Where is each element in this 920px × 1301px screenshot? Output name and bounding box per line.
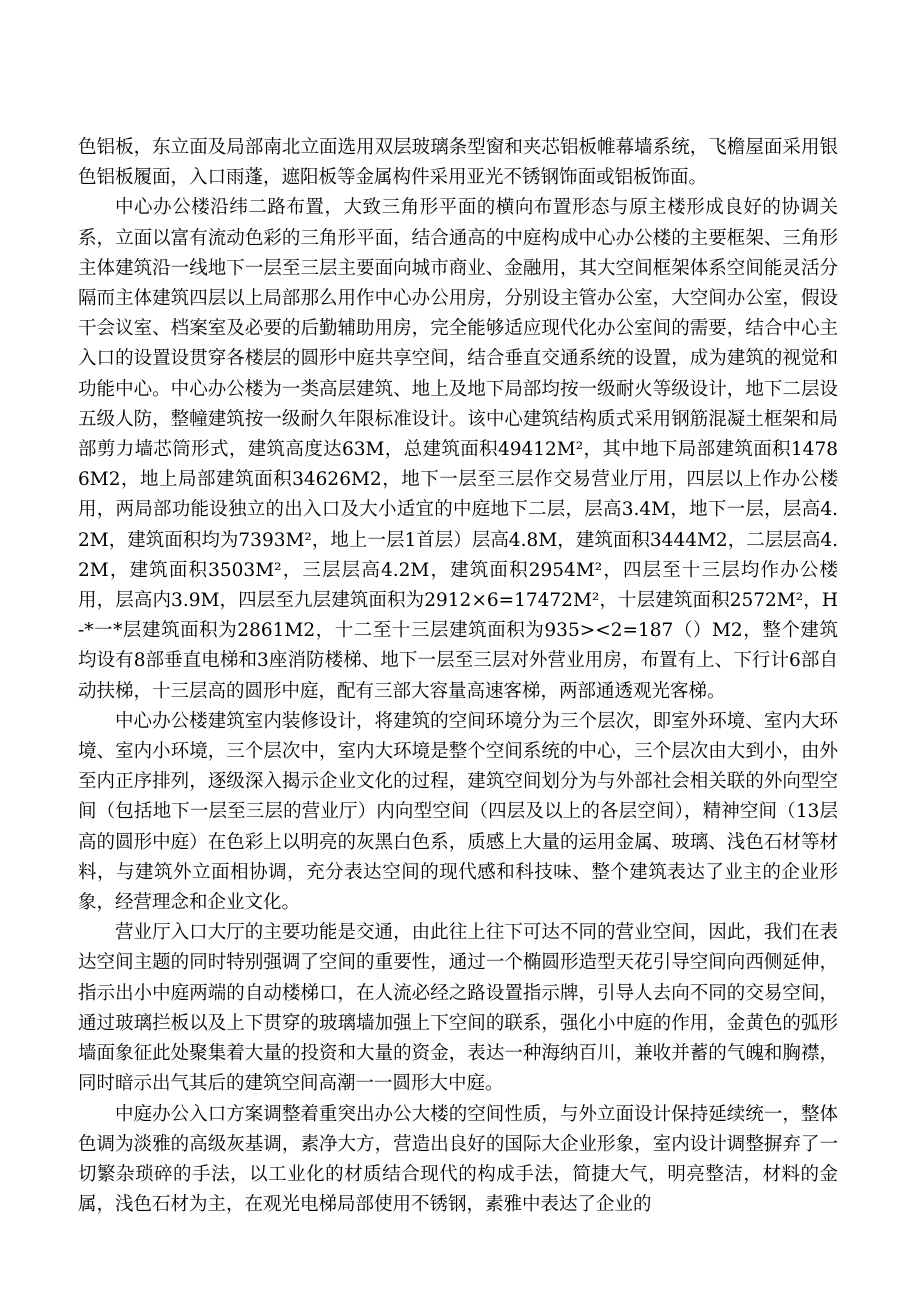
paragraph-4: 营业厅入口大厅的主要功能是交通，由此往上往下可达不同的营业空间，因此，我们在表达空间主题的同时特别强调了空间的重要性，通过一个椭圆形造型天花引导空间向西侧延伸，指示出小中庭两端的自动楼梯口，在人流必经之路设置指示牌，引导人去向不同的交易空间，通过玻璃拦板以及上下贯穿的玻璃墙加强上下空间的联系，强化小中庭的作用，金黄色的弧形墙面象征此处聚集着大量的投资和大量的资金，表达一种海纳百川，兼收并蓄的气魄和胸襟，同时暗示出气其后的建筑空间高潮一一圆形大中庭。 <box>78 922 838 1095</box>
paragraph-2: 中心办公楼沿纬二路布置，大致三角形平面的横向布置形态与原主楼形成良好的协调关系，立面以富有流动色彩的三角形平面，结合通高的中庭构成中心办公楼的主要框架、三角形主体建筑沿一线地下一层至三层主要面向城市商业、金融用，其大空间框架体系空间能灵活分隔而主体建筑四层以上局部那么用作中心办公用房，分别设主管办公室，大空间办公室，假设干会议室、档案室及必要的后勤辅助用房，完全能够适应现代化办公室间的需要，结合中心主入口的设置设贯穿各楼层的圆形中庭共享空间，结合垂直交通系统的设置，成为建筑的视觉和功能中心。中心办公楼为一类高层建筑、地上及地下局部均按一级耐火等级设计，地下二层设五级人防，整幢建筑按一级耐久年限标准设计。该中心建筑结构质式采用钢筋混凝土框架和局部剪力墙芯筒形式，建筑高度达63M，总建筑面积49412M²，其中地下局部建筑面积14786M2，地上局部建筑面积34626M2，地下一层至三层作交易营业厅用，四层以上作办公楼用，两局部功能设独立的出入口及大小适宜的中庭地下二层，层高3.4M，地下一层，层高4.2M，建筑面积均为7393M²，地上一层1首层）层高4.8M，建筑面积3444M2，二层层高4.2M，建筑面积3503M²，三层层高4.2M，建筑面积2954M²，四层至十三层均作办公楼用，层高内3.9M，四层至九层建筑面积为2912×6=17472M²，十层建筑面积2572M²，H-*一*层建筑面积为2861M2，十二至十三层建筑面积为935><2=187（）M2，整个建筑均设有8部垂直电梯和3座消防楼梯、地下一层至三层对外营业用房，布置有上、下行计6部自动扶梯，十三层高的圆形中庭，配有三部大容量高速客梯，两部通透观光客梯。 <box>78 197 838 702</box>
paragraph-3: 中心办公楼建筑室内装修设计，将建筑的空间环境分为三个层次，即室外环境、室内大环境、室内小环境，三个层次中，室内大环境是整个空间系统的中心，三个层次由大到小，由外至内正序排列，逐级深入揭示企业文化的过程，建筑空间划分为与外部社会相关联的外向型空间（包括地下一层至三层的营业厅）内向型空间（四层及以上的各层空间），精神空间（13层高的圆形中庭）在色彩上以明亮的灰黑白色系，质感上大量的运用金属、玻璃、浅色石材等材料，与建筑外立面相协调，充分表达空间的现代感和科技味、整个建筑表达了业主的企业形象，经营理念和企业文化。 <box>78 710 838 914</box>
paragraph-5: 中庭办公入口方案调整着重突出办公大楼的空间性质，与外立面设计保持延续统一，整体色调为淡雅的高级灰基调，素净大方，营造出良好的国际大企业形象，室内设计调整摒弃了一切繁杂琐碎的手法，以工业化的材质结合现代的构成手法，简捷大气，明亮整洁，材料的金属，浅色石材为主，在观光电梯局部使用不锈钢，素雅中表达了企业的 <box>78 1103 838 1216</box>
paragraph-1: 色铝板，东立面及局部南北立面选用双层玻璃条型窗和夹芯铝板帷幕墙系统，飞檐屋面采用银色铝板履面，入口雨蓬，遮阳板等金属构件采用亚光不锈钢饰面或铝板饰面。 <box>78 137 838 189</box>
document-body <box>78 133 838 1220</box>
